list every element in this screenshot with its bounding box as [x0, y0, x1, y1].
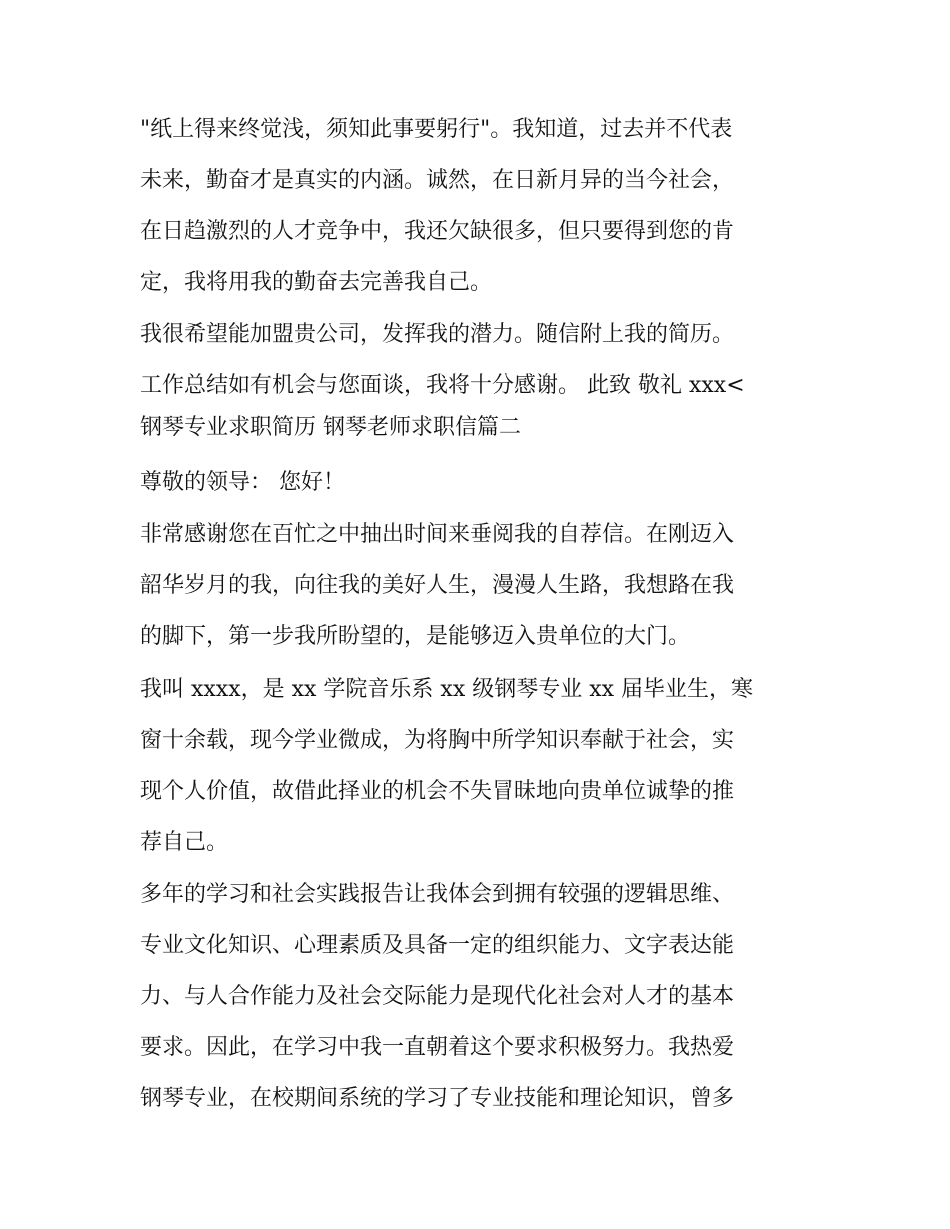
text-line: 钢琴专业，在校期间系统的学习了专业技能和理论知识，曾多	[140, 1086, 735, 1111]
text-line: 我叫 xxxx，是 xx 学院音乐系 xx 级钢琴专业 xx 届毕业生，寒	[140, 677, 754, 702]
text-line: 窗十余载，现今学业微成，为将胸中所学知识奉献于社会，实	[140, 728, 735, 753]
text-line: 多年的学习和社会实践报告让我体会到拥有较强的逻辑思维、	[140, 882, 735, 907]
text-line: 力、与人合作能力及社会交际能力是现代化社会对人才的基本	[140, 984, 735, 1009]
text-line: 工作总结如有机会与您面谈，我将十分感谢。 此致 敬礼 xxx<	[140, 373, 745, 398]
text-line: 在日趋激烈的人才竞争中，我还欠缺很多，但只要得到您的肯	[140, 219, 735, 244]
section-heading: 钢琴专业求职简历 钢琴老师求职信篇二	[140, 415, 521, 440]
text-line: 非常感谢您在百忙之中抽出时间来垂阅我的自荐信。在刚迈入	[140, 522, 735, 547]
text-line: 定，我将用我的勤奋去完善我自己。	[140, 270, 493, 295]
text-line: 要求。因此，在学习中我一直朝着这个要求积极努力。我热爱	[140, 1035, 735, 1060]
text-line: 韶华岁月的我，向往我的美好人生，漫漫人生路，我想路在我	[140, 573, 735, 598]
text-line: 的脚下，第一步我所盼望的，是能够迈入贵单位的大门。	[140, 624, 691, 649]
text-line: 现个人价值，故借此择业的机会不失冒昧地向贵单位诚挚的推	[140, 779, 735, 804]
text-line: 荐自己。	[140, 830, 229, 855]
salutation: 尊敬的领导： 您好！	[140, 470, 345, 495]
text-line: 我很希望能加盟贵公司，发挥我的潜力。随信附上我的简历。	[140, 322, 735, 347]
text-line: "纸上得来终觉浅，须知此事要躬行"。我知道，过去并不代表	[140, 117, 733, 142]
text-line: 专业文化知识、心理素质及具备一定的组织能力、文字表达能	[140, 933, 735, 958]
text-line: 未来，勤奋才是真实的内涵。诚然，在日新月异的当今社会，	[140, 168, 735, 193]
